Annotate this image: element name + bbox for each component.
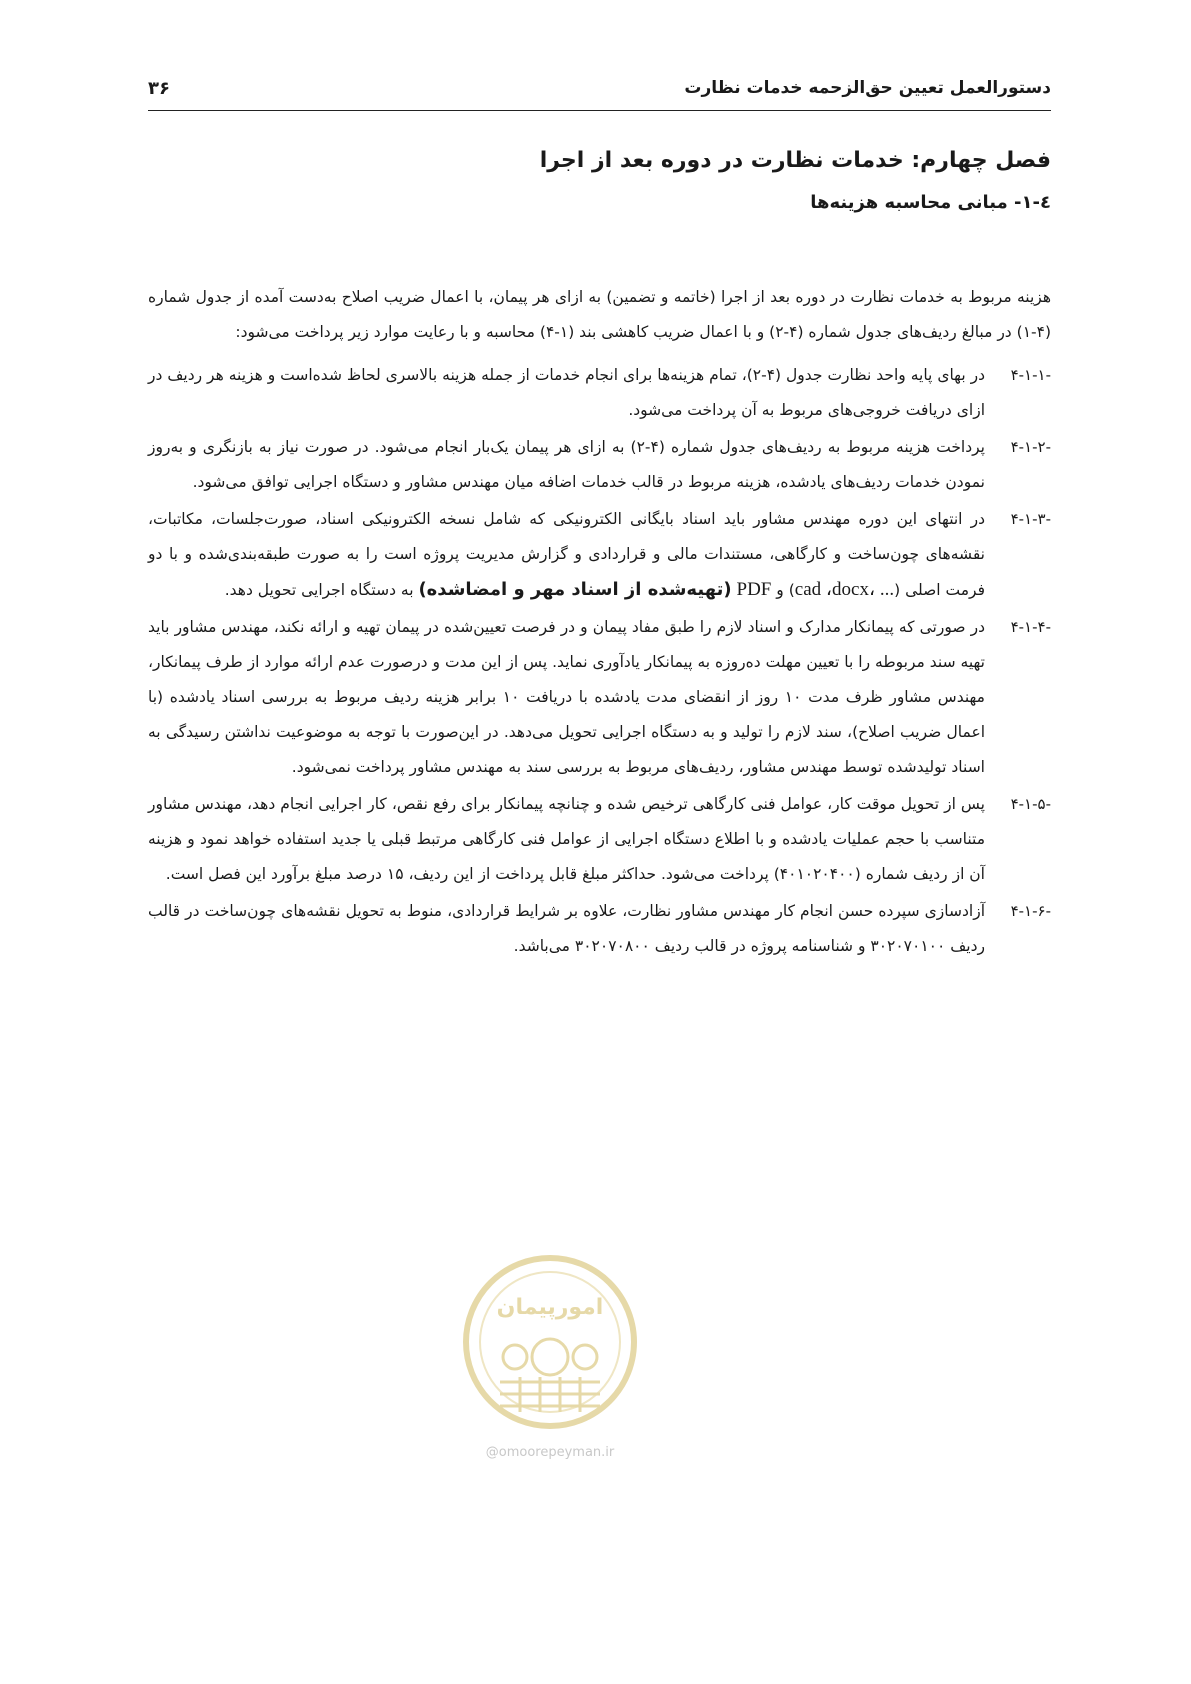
document-title: دستورالعمل تعیین حق‌الزحمه خدمات نظارت	[684, 78, 1051, 98]
clause-text: پرداخت هزینه مربوط به ردیف‌های جدول شماره (۴-۲) به ازای هر پیمان یک‌بار انجام می‌شود. در صورت نیاز به بازنگری و به‌روز نمودن خدمات ردیف‌های یادشده، هزینه مربوط در قالب خدمات اضافه میان مهندس مشاور و دستگاه اجرایی توافق می‌شود.	[148, 438, 985, 491]
clause-number: ۴-۱-۳-	[1010, 510, 1051, 528]
bold-note: (تهیه‌شده از اسناد مهر و امضاشده)	[418, 579, 732, 600]
clause-number: ۴-۱-۵-	[1010, 795, 1051, 813]
clause-list	[148, 358, 1051, 964]
format-list: cad ،docx، ...	[794, 579, 895, 600]
watermark-logo-text: امورپیمان	[496, 1295, 604, 1320]
watermark-url: @omoorepeyman.ir	[485, 1445, 615, 1460]
clause-text: پس از تحویل موقت کار، عوامل فنی کارگاهی ترخیص شده و چنانچه پیمانکار برای رفع نقص، کار اجرایی انجام دهد، مهندس مشاور متناسب با حجم عملیات یادشده و با اطلاع دستگاه اجرایی از عوامل فنی کارگاهی مرتبط قبلی یا جدید استفاده خواهد نمود و هزینه آن از ردیف شماره (۴۰۱۰۲۰۴۰۰) پرداخت می‌شود. حداکثر مبلغ قابل پرداخت از این ردیف، ۱۵ درصد مبلغ برآورد این فصل است.	[148, 795, 985, 883]
clause-text: آزادسازی سپرده حسن انجام کار مهندس مشاور نظارت، علاوه بر شرایط قراردادی، منوط به تحویل نقشه‌های چون‌ساخت در قالب ردیف ۳۰۲۰۷۰۱۰۰ و شناسنامه پروژه در قالب ردیف ۳۰۲۰۷۰۸۰۰ می‌باشد.	[148, 902, 985, 955]
clause-number: ۴-۱-۶-	[1010, 902, 1051, 920]
body-text	[148, 280, 1051, 966]
clause-number: ۴-۱-۲-	[1010, 438, 1051, 456]
clause-text-part: به دستگاه اجرایی تحویل دهد.	[224, 581, 419, 599]
clause-text-part: ) و	[771, 581, 795, 599]
watermark-logo	[460, 1252, 640, 1432]
clause-text-part: در انتهای این دوره مهندس مشاور باید اسناد بایگانی الکترونیکی که شامل نسخه الکترونیکی اسناد، صورت‌جلسات، مکاتبات، نقشه‌های چون‌ساخت و کارگاهی، مستندات مالی و قراردادی و گزارش مدیریت پروژه است را به صورت طبقه‌بندی‌شده و با دو فرمت اصلی (	[148, 510, 985, 599]
clause-item	[148, 502, 1051, 608]
clause-item	[148, 358, 1051, 428]
clause-item	[148, 894, 1051, 964]
clause-item	[148, 787, 1051, 892]
clause-item	[148, 430, 1051, 500]
chapter-title: فصل چهارم: خدمات نظارت در دوره بعد از اجرا	[539, 148, 1051, 173]
clause-text	[148, 502, 999, 608]
page-header	[148, 72, 1051, 111]
page-number: ۳۶	[148, 77, 170, 99]
section-title: ٤-١- مبانی محاسبه هزینه‌ها	[810, 192, 1051, 213]
clause-text: در صورتی که پیمانکار مدارک و اسناد لازم را طبق مفاد پیمان و در فرصت تعیین‌شده در پیمان تهیه و ارائه نکند، مهندس مشاور باید تهیه سند مربوطه را با تعیین مهلت ده‌روزه به پیمانکار یادآوری نماید. پس از این مدت و درصورت عدم ارائه موارد از طرف پیمانکار، مهندس مشاور ظرف مدت ۱۰ روز از انقضای مدت یادشده با دریافت ۱۰ برابر هزینه ردیف مربوط به بررسی اسناد یادشده (با اعمال ضریب اصلاح)، سند لازم را تولید و به دستگاه اجرایی تحویل می‌دهد. در این‌صورت با توجه به موضوعیت نداشتن رسیدگی به اسناد تولیدشده توسط مهندس مشاور، ردیف‌های مربوط به بررسی سند به مهندس مشاور پرداخت نمی‌شود.	[148, 618, 985, 776]
pdf-format: PDF	[736, 579, 772, 600]
clause-item	[148, 610, 1051, 785]
clause-number: ۴-۱-۴-	[1010, 618, 1051, 636]
clause-text: در بهای پایه واحد نظارت جدول (۴-۲)، تمام هزینه‌ها برای انجام خدمات از جمله هزینه بالاسری لحاظ شده‌است و هزینه هر ردیف در ازای دریافت خروجی‌های مربوط به آن پرداخت می‌شود.	[148, 366, 985, 419]
intro-paragraph: هزینه مربوط به خدمات نظارت در دوره بعد از اجرا (خاتمه و تضمین) به ازای هر پیمان، با اعمال ضریب اصلاح به‌دست آمده از جدول شماره (۴-۱) در مبالغ ردیف‌های جدول شماره (۴-۲) و با اعمال ضریب کاهشی بند (۱-۴) محاسبه و با رعایت موارد زیر پرداخت می‌شود:	[148, 288, 1051, 341]
clause-number: ۴-۱-۱-	[1010, 366, 1051, 384]
